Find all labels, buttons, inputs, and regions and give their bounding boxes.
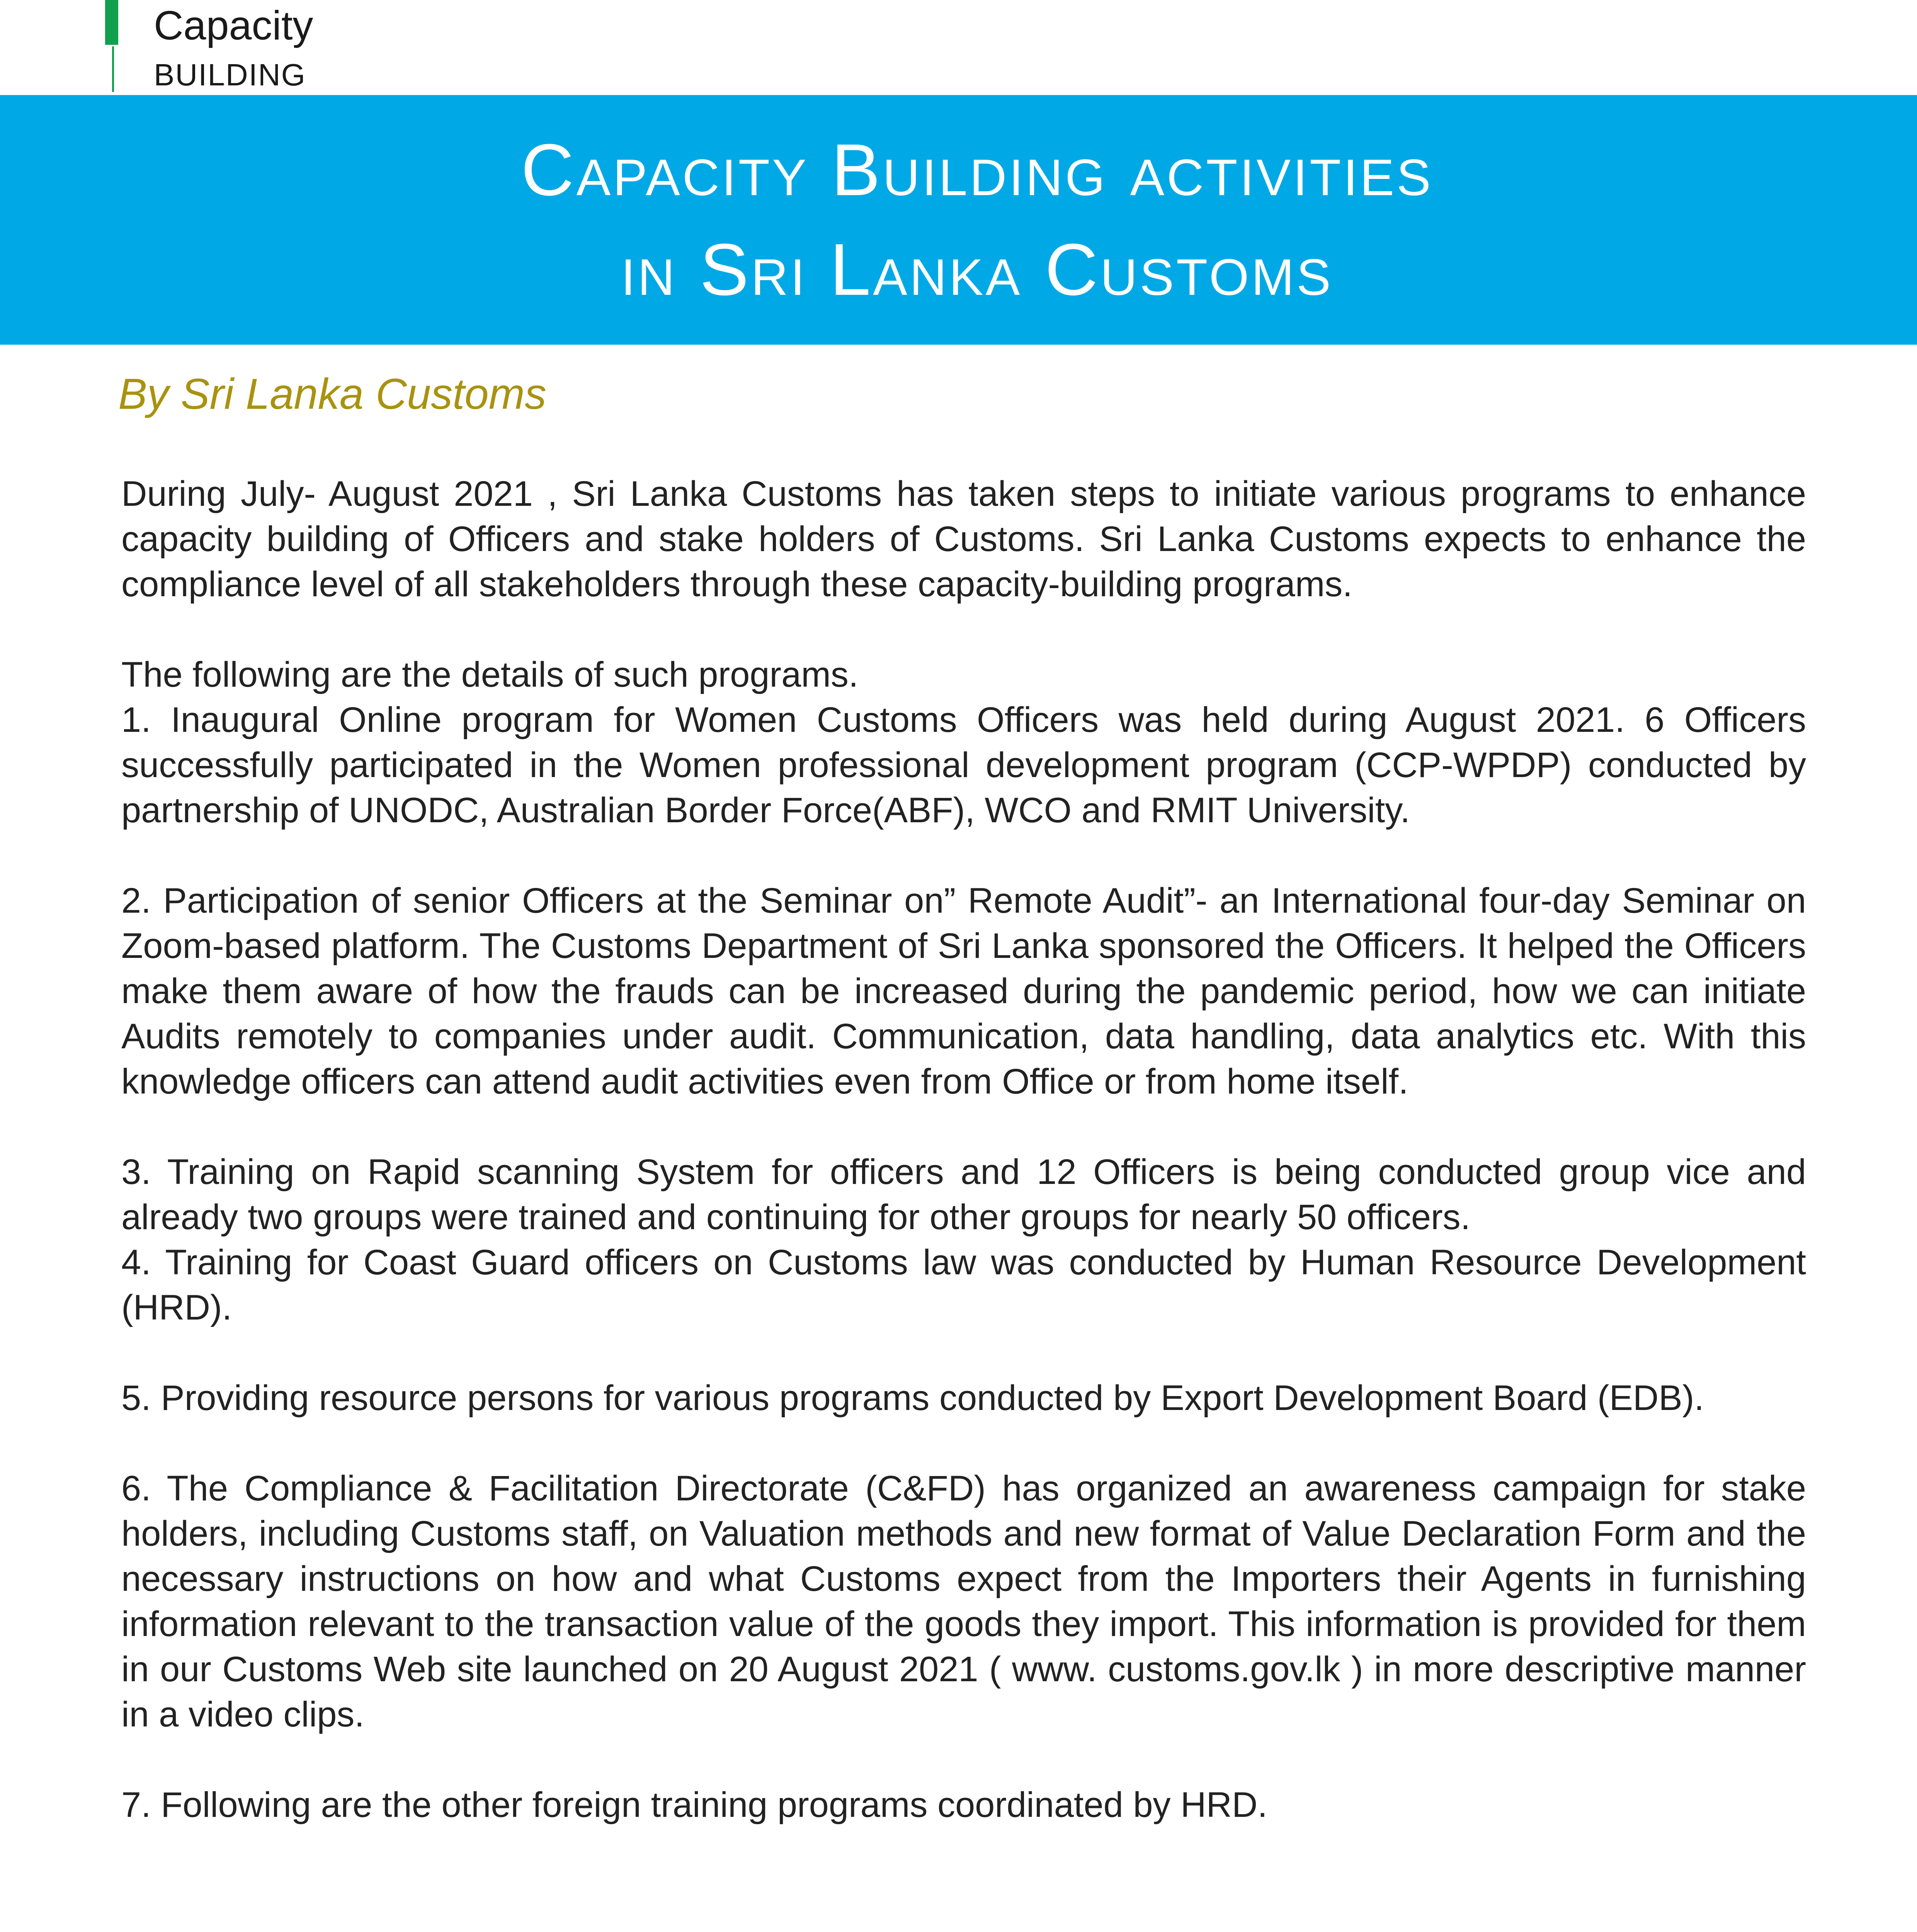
title-banner: [0, 95, 1917, 345]
section-marker-line: [112, 46, 114, 92]
intro-paragraph: During July- August 2021 , Sri Lanka Customs has taken steps to initiate various programs to enhance capacity building of Officers and stake holders of Customs. Sri Lanka Customs expects to enhance the compliance level of all stakeholders through these capacity-building programs.: [121, 474, 1806, 604]
section-label: Capacity: [154, 3, 313, 48]
program-item-6: 6. The Compliance & Facilitation Directorate (C&FD) has organized an awareness campaign for stake holders, including Customs staff, on Valuation methods and new format of Value Declaration Form and the necessary instructions on how and what Customs expect from the Importers their Agents in furnishing information relevant to the transaction value of the goods they import. This information is provided for them in our Customs Web site launched on 20 August 2021 ( www. customs.gov.lk ) in more descriptive manner in a video clips.: [121, 1469, 1806, 1734]
article-body: [121, 471, 1806, 1873]
program-item-4: 4. Training for Coast Guard officers on Customs law was conducted by Human Resource Development (HRD).: [121, 1243, 1806, 1327]
program-item-5: 5. Providing resource persons for various programs conducted by Export Development Board (EDB).: [121, 1378, 1704, 1418]
subsection-label: BUILDING: [154, 58, 306, 92]
article-title-line-2: in Sri Lanka Customs: [621, 229, 1333, 311]
program-item-2: 2. Participation of senior Officers at the Seminar on” Remote Audit”- an International four-day Seminar on Zoom-based platform. The Customs Department of Sri Lanka sponsored the Officers. It helped the Officers make them aware of how the frauds can be increased during the pandemic period, how we can initiate Audits remotely to companies under audit. Communication, data handling, data analytics etc. With this knowledge officers can attend audit activities even from Office or from home itself.: [121, 881, 1806, 1101]
program-item-7: 7. Following are the other foreign training programs coordinated by HRD.: [121, 1785, 1267, 1825]
program-item-1: 1. Inaugural Online program for Women Customs Officers was held during August 2021. 6 Officers successfully participated in the Women professional development program (CCP-WPDP) conducted by partnership of UNODC, Australian Border Force(ABF), WCO and RMIT University.: [121, 700, 1806, 830]
article-byline: By Sri Lanka Customs: [118, 370, 546, 418]
program-item-3: 3. Training on Rapid scanning System for officers and 12 Officers is being conducted group vice and already two groups were trained and continuing for other groups for nearly 50 officers.: [121, 1152, 1806, 1237]
section-marker-bar: [105, 0, 118, 45]
lead-paragraph: The following are the details of such programs.: [121, 655, 859, 694]
article-title-line-1: Capacity Building activities: [521, 129, 1433, 211]
